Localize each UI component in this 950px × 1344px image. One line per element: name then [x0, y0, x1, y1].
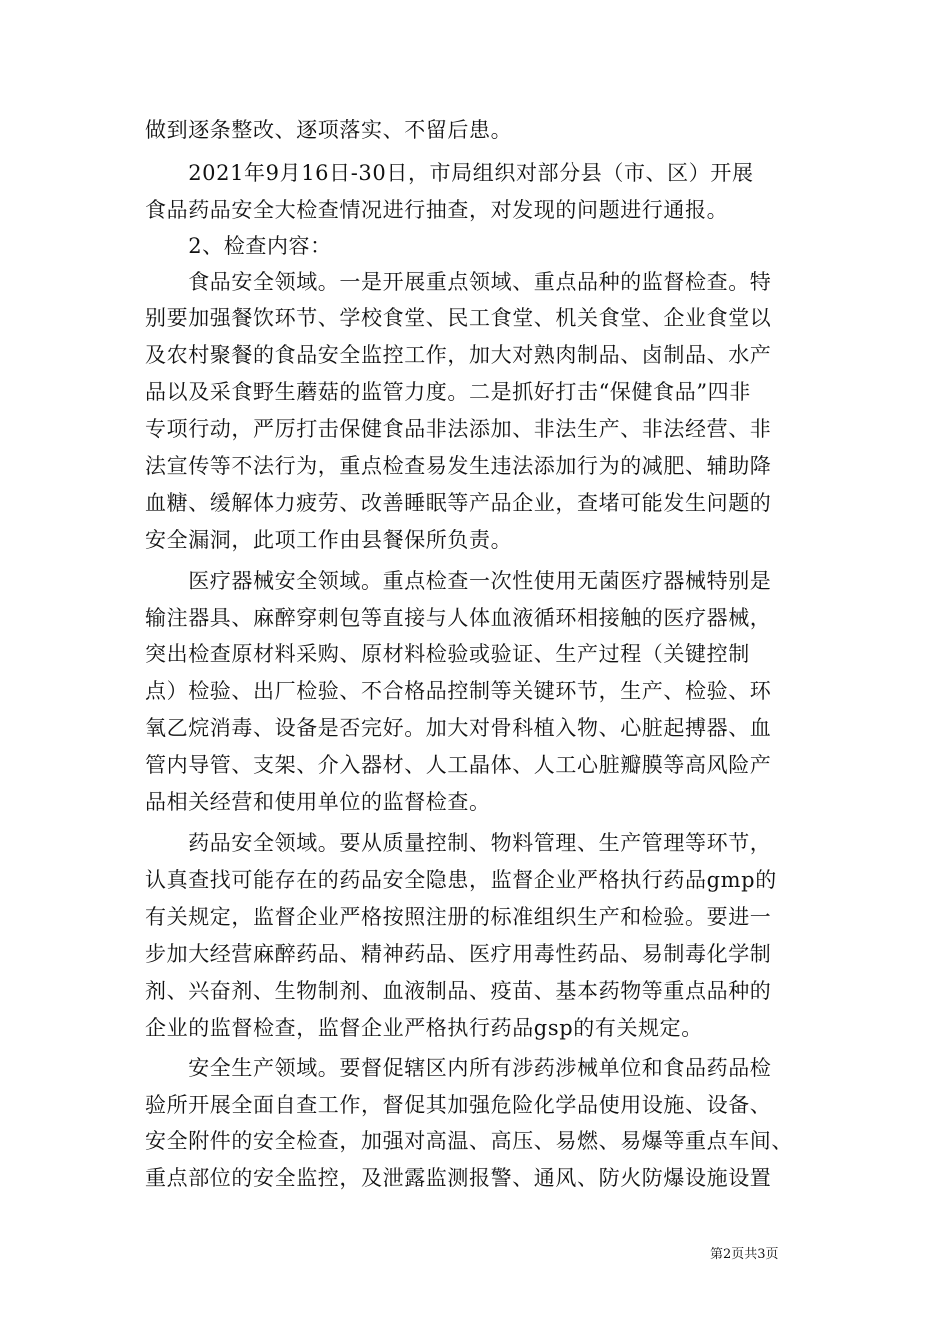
text-line: 安全生产领域。要督促辖区内所有涉药涉械单位和食品药品检	[145, 1056, 772, 1080]
text-line: 安全漏洞，此项工作由县餐保所负责。	[145, 528, 513, 552]
text-line: 管内导管、支架、介入器材、人工晶体、人工心脏瓣膜等高风险产	[145, 753, 772, 777]
text-line: 步加大经营麻醉药品、精神药品、医疗用毒性药品、易制毒化学制	[145, 942, 772, 966]
text-line: 及农村聚餐的食品安全监控工作，加大对熟肉制品、卤制品、水产	[145, 343, 772, 367]
text-line: 2、检查内容：	[145, 234, 332, 258]
text-line: 验所开展全面自查工作，督促其加强危险化学品使用设施、设备、	[145, 1093, 772, 1117]
text-line: 重点部位的安全监控，及泄露监测报警、通风、防火防爆设施设置	[145, 1166, 772, 1190]
text-line: 安全附件的安全检查，加强对高温、高压、易燃、易爆等重点车间、	[145, 1129, 793, 1153]
text-line: 血糖、缓解体力疲劳、改善睡眠等产品企业，查堵可能发生问题的	[145, 491, 772, 515]
text-line: 法宣传等不法行为，重点检查易发生违法添加行为的减肥、辅助降	[145, 454, 772, 478]
text-line: 突出检查原材料采购、原材料检验或验证、生产过程（关键控制	[145, 642, 750, 666]
text-line: 品相关经营和使用单位的监督检查。	[145, 790, 491, 814]
text-line: 品以及采食野生蘑菇的监管力度。二是抓好打击“保健食品”四非	[145, 380, 751, 404]
text-line: 食品药品安全大检查情况进行抽查，对发现的问题进行通报。	[145, 198, 729, 222]
text-line: 别要加强餐饮环节、学校食堂、民工食堂、机关食堂、企业食堂以	[145, 306, 772, 330]
text-line: 氧乙烷消毒、设备是否完好。加大对骨科植入物、心脏起搏器、血	[145, 716, 772, 740]
text-line: 输注器具、麻醉穿刺包等直接与人体血液循环相接触的医疗器械，	[145, 606, 772, 630]
text-line: 食品安全领域。一是开展重点领域、重点品种的监督检查。特	[145, 270, 772, 294]
text-line: 认真查找可能存在的药品安全隐患，监督企业严格执行药品gmp的	[145, 868, 777, 892]
text-line: 2021年9月16日-30日，市局组织对部分县（市、区）开展	[145, 161, 754, 185]
text-line: 做到逐条整改、逐项落实、不留后患。	[145, 118, 513, 142]
text-line: 有关规定，监督企业严格按照注册的标准组织生产和检验。要进一	[145, 905, 772, 929]
text-line: 药品安全领域。要从质量控制、物料管理、生产管理等环节，	[145, 831, 772, 855]
text-line: 专项行动，严厉打击保健食品非法添加、非法生产、非法经营、非	[145, 417, 772, 441]
text-line: 点）检验、出厂检验、不合格品控制等关键环节，生产、检验、环	[145, 679, 772, 703]
page-number: 第2页共3页	[710, 1247, 779, 1262]
text-line: 医疗器械安全领域。重点检查一次性使用无菌医疗器械特别是	[145, 569, 772, 593]
text-line: 企业的监督检查，监督企业严格执行药品gsp的有关规定。	[145, 1016, 703, 1040]
text-line: 剂、兴奋剂、生物制剂、血液制品、疫苗、基本药物等重点品种的	[145, 979, 772, 1003]
